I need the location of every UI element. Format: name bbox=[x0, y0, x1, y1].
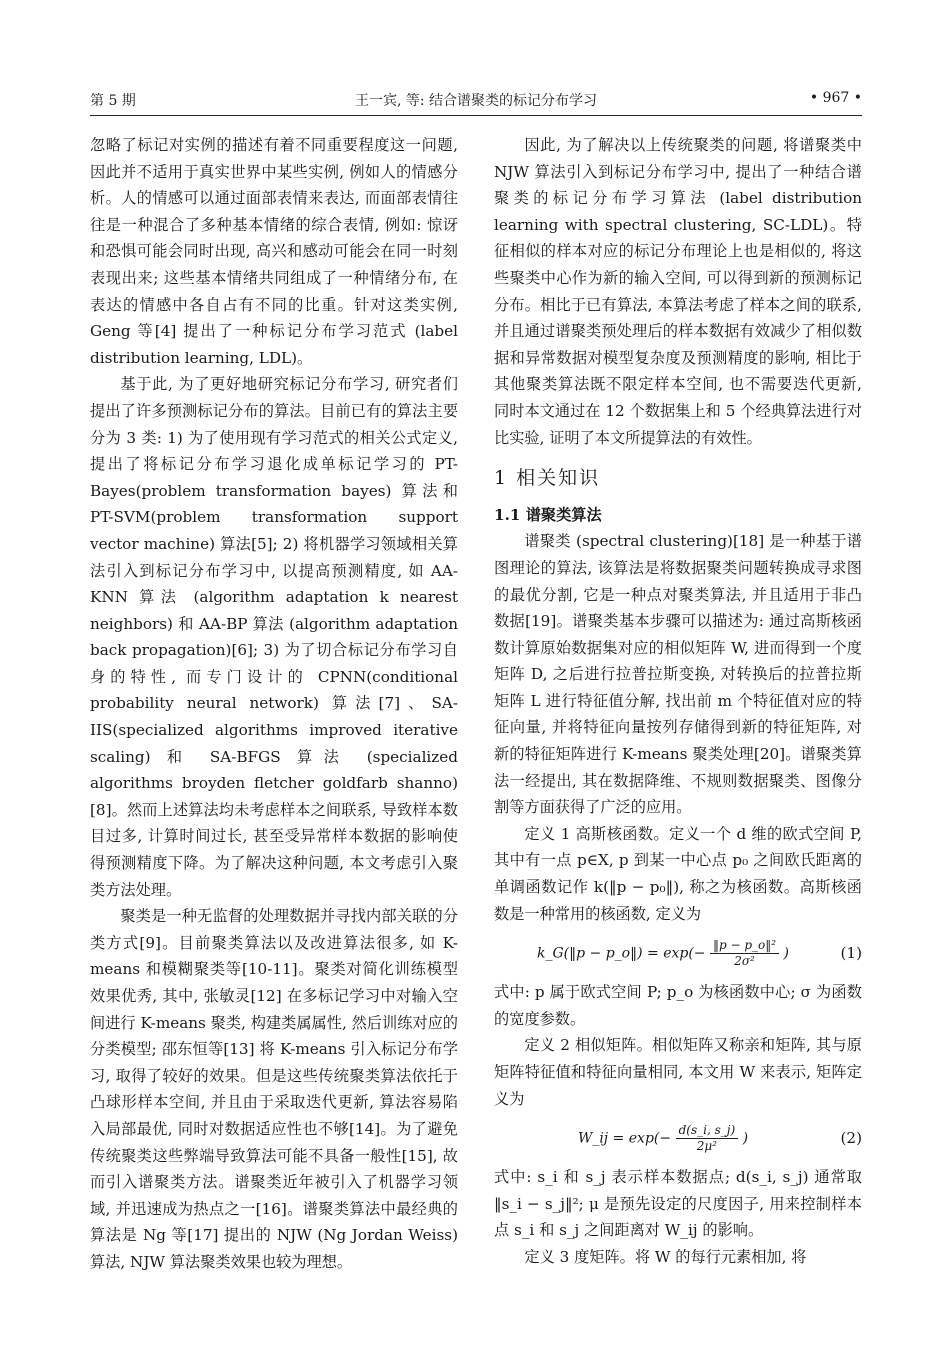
issue-number: 第 5 期 bbox=[90, 93, 136, 109]
paragraph: 式中: p 属于欧式空间 P; p_o 为核函数中心; σ 为函数的宽度参数。 bbox=[494, 983, 862, 1028]
left-column bbox=[90, 132, 458, 1276]
running-title: 王一宾, 等: 结合谱聚类的标记分布学习 bbox=[354, 93, 598, 109]
eq2-numerator: d(s_i, s_j) bbox=[676, 1123, 739, 1139]
paragraph: 式中: s_i 和 s_j 表示样本数据点; d(s_i, s_j) 通常取 ‖s_i − s_j‖²; μ 是预先设定的尺度因子, 用来控制样本点 s_i 和 s_j 之间距离对 W_ij 的影响。 bbox=[494, 1168, 862, 1240]
section-heading: 1 相关知识 bbox=[494, 467, 601, 490]
equation-number: (1) bbox=[840, 943, 862, 962]
paragraph: 聚类是一种无监督的处理数据并寻找内部关联的分类方式[9]。目前聚类算法以及改进算法很多, 如 K-means 和模糊聚类等[10-11]。聚类对简化训练模型效果优秀, 其中, 张敏灵[12] 在多标记学习中对输入空间进行 K-means 聚类, 构建类属属性, 然后训练对应的分类模型; 邵东恒等[13] 将 K-means 引入标记分布学习, 取得了较好的效果。但是这些传统聚类算法依托于凸球形样本空间, 并且由于采取迭代更新, 算法容易陷入局部最优, 同时对数据适应性也不够[14]。为了避免传统聚类这些弊端导致算法可能不具备一般性[15], 故而引入谱聚类方法。谱聚类近年被引入了机器学习领域, 并迅速成为热点之一[16]。谱聚类算法中最经典的算法是 Ng 等[17] 提出的 NJW (Ng Jordan Weiss) 算法, NJW 算法聚类效果也较为理想。 bbox=[90, 907, 458, 1271]
equation-1 bbox=[494, 933, 862, 973]
paragraph: 因此, 为了解决以上传统聚类的问题, 将谱聚类中 NJW 算法引入到标记分布学习中, 提出了一种结合谱聚类的标记分布学习算法 (label distribution learning with spectral clustering, SC-LDL)。特征相似的样本对应的标记分布理论上也是相似的, 将这些聚类中心作为新的输入空间, 可以得到新的预测标记分布。相比于已有算法, 本算法考虑了样本之间的联系, 并且通过谱聚类预处理后的样本数据有效减少了相似数据和异常数据对模型复杂度及预测精度的影响, 相比于其他聚类算法既不限定样本空间, 也不需要迭代更新, 同时本文通过在 12 个数据集上和 5 个经典算法进行对比实验, 证明了本文所提算法的有效性。 bbox=[494, 136, 862, 447]
paragraph: 基于此, 为了更好地研究标记分布学习, 研究者们提出了许多预测标记分布的算法。目前已有的算法主要分为 3 类: 1) 为了使用现有学习范式的相关公式定义, 提出了将标记分布学习退化成单标记学习的 PT-Bayes(problem transformation bayes) 算法和 PT-SVM(problem transformation support vector machine) 算法[5]; 2) 将机器学习领域相关算法引入到标记分布学习中, 以提高预测精度, 如 AA-KNN 算法 (algorithm adaptation k nearest neighbors) 和 AA-BP 算法 (algorithm adaptation back propagation)[6]; 3) 为了切合标记分布学习自身的特性, 而专门设计的 CPNN(conditional probability neural network) 算法[7]、SA-IIS(specialized algorithms improved iterative scaling) 和 SA-BFGS 算法 (specialized algorithms broyden fletcher goldfarb shanno)[8]。然而上述算法均未考虑样本之间联系, 导致样本数目过多, 计算时间过长, 甚至受异常样本数据的影响使得预测精度下降。为了解决这种问题, 本文考虑引入聚类方法处理。 bbox=[90, 375, 458, 899]
eq1-denominator: 2σ² bbox=[734, 953, 755, 968]
running-header bbox=[90, 90, 862, 112]
eq2-fraction bbox=[676, 1123, 739, 1154]
eq1-numerator: ‖p − p_o‖² bbox=[710, 938, 779, 954]
right-column bbox=[494, 132, 862, 1271]
paragraph: 忽略了标记对实例的描述有着不同重要程度这一问题, 因此并不适用于真实世界中某些实例, 例如人的情感分析。人的情感可以通过面部表情来表达, 而面部表情往往是一种混合了多种基本情绪的综合表情, 例如: 惊讶和恐惧可能会同时出现, 高兴和感动可能会在同一时刻表现出来; 这些基本情绪共同组成了一种情绪分布, 在表达的情感中各自占有不同的比重。针对这类实例, Geng 等[4] 提出了一种标记分布学习范式 (label distribution learning, LDL)。 bbox=[90, 136, 458, 367]
definition-3: 定义 3 度矩阵。将 W 的每行元素相加, 将 bbox=[524, 1247, 807, 1266]
subsection-heading: 1.1 谱聚类算法 bbox=[494, 505, 602, 524]
definition-2: 定义 2 相似矩阵。相似矩阵又称亲和矩阵, 其与原矩阵特征值和特征向量相同, 本文用 W 来表示, 矩阵定义为 bbox=[494, 1036, 862, 1108]
eq1-lhs: k_G(‖p − p_o‖) = exp(− bbox=[536, 945, 706, 962]
eq2-rhs: ) bbox=[742, 1130, 749, 1147]
paragraph: 谱聚类 (spectral clustering)[18] 是一种基于谱图理论的算法, 该算法是将数据聚类问题转换成寻求图的最优分割, 它是一种点对聚类算法, 并且适用于非凸数据[19]。谱聚类基本步骤可以描述为: 通过高斯核函数计算原始数据集对应的相似矩阵 W, 进而得到一个度矩阵 D, 之后进行拉普拉斯变换, 对转换后的拉普拉斯矩阵 L 进行特征值分解, 找出前 m 个特征值对应的特征向量, 并将特征向量按列存储得到新的特征矩阵, 对新的特征矩阵进行 K-means 聚类处理[20]。谱聚类算法一经提出, 其在数据降维、不规则数据聚类、图像分割等方面获得了广泛的应用。 bbox=[494, 532, 862, 817]
page-number: • 967 • bbox=[809, 90, 862, 106]
eq2-denominator: 2μ² bbox=[696, 1138, 717, 1153]
equation-2 bbox=[494, 1118, 862, 1158]
header-rule bbox=[90, 115, 862, 116]
eq2-lhs: W_ij = exp(− bbox=[577, 1130, 672, 1147]
definition-1: 定义 1 高斯核函数。定义一个 d 维的欧式空间 P, 其中有一点 p∈X, p 到某一中心点 p₀ 之间欧氏距离的单调函数记作 k(‖p − p₀‖), 称之为核函数。高斯核函数是一种常用的核函数, 定义为 bbox=[494, 824, 862, 923]
equation-number: (2) bbox=[840, 1128, 862, 1147]
eq1-fraction bbox=[710, 938, 779, 969]
eq1-rhs: ) bbox=[783, 945, 789, 962]
